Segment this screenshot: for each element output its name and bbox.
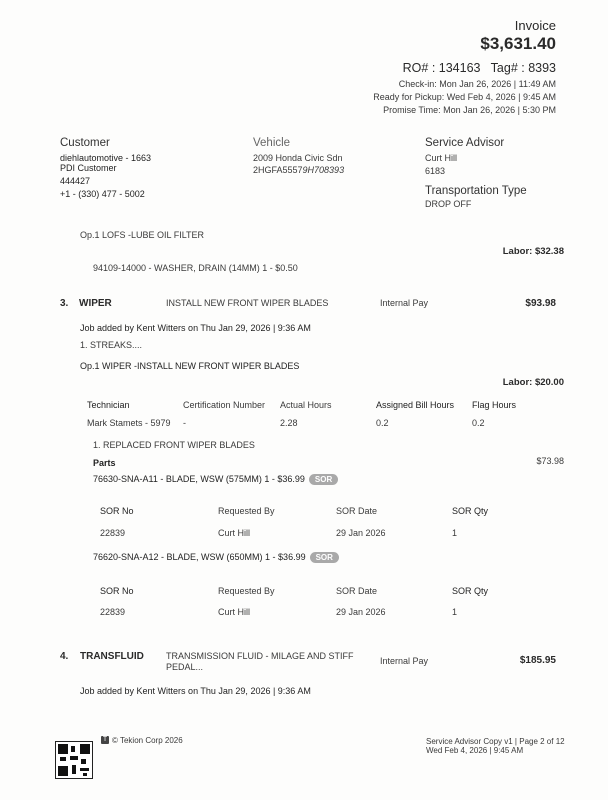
invoice-total: $3,631.40: [480, 34, 556, 53]
sor1-qty: 1: [452, 528, 458, 538]
part1-line: 76630-SNA-A11 - BLADE, WSW (575MM) 1 - $36.99 SOR: [93, 474, 338, 485]
job4-number: 4.: [60, 651, 69, 662]
vehicle-heading: Vehicle: [253, 137, 291, 149]
sor1-col-date: SOR Date: [336, 506, 378, 516]
sor2-qty: 1: [452, 607, 458, 617]
checkin-time: Check-in: Mon Jan 26, 2026 | 11:49 AM: [398, 79, 556, 89]
parts-total: $73.98: [536, 456, 564, 466]
sor2-col-requested: Requested By: [218, 586, 275, 596]
sor2-no: 22839: [100, 607, 126, 617]
customer-line2: PDI Customer: [60, 163, 117, 173]
job4-desc-line1: TRANSMISSION FLUID - MILAGE AND STIFF: [166, 651, 354, 661]
tech-actual: 2.28: [280, 418, 298, 428]
job3-correction: 1. REPLACED FRONT WIPER BLADES: [93, 440, 255, 450]
sor2-col-qty: SOR Qty: [452, 586, 489, 596]
doc-type: Invoice: [514, 18, 556, 33]
tech-assigned: 0.2: [376, 418, 389, 428]
op-lofs-labor: Labor: $32.38: [502, 246, 564, 257]
sor1-no: 22839: [100, 528, 126, 538]
sor2-col-no: SOR No: [100, 586, 134, 596]
customer-line1: diehlautomotive - 1663: [60, 153, 152, 163]
customer-heading: Customer: [60, 137, 110, 149]
vehicle-vin: 2HGFA55579H708393: [253, 165, 345, 175]
advisor-name: Curt Hill: [425, 153, 458, 163]
sor2-date: 29 Jan 2026: [336, 607, 386, 617]
sor-badge: SOR: [310, 552, 339, 563]
part2-line: 76620-SNA-A12 - BLADE, WSW (650MM) 1 - $36.99 SOR: [93, 552, 339, 563]
customer-line3: 444427: [60, 176, 91, 186]
sor1-col-requested: Requested By: [218, 506, 275, 516]
advisor-heading: Service Advisor: [425, 137, 505, 149]
sor1-requested: Curt Hill: [218, 528, 251, 538]
footer-copy-info: Service Advisor Copy v1 | Page 2 of 12: [426, 737, 565, 746]
job3-amount: $93.98: [525, 298, 556, 309]
qr-code: [55, 741, 93, 779]
sor1-date: 29 Jan 2026: [336, 528, 386, 538]
job3-code: WIPER: [79, 298, 112, 309]
job3-number: 3.: [60, 298, 69, 309]
sor-badge: SOR: [309, 474, 338, 485]
job4-desc-line2: PEDAL...: [166, 662, 204, 672]
advisor-id: 6183: [425, 166, 446, 176]
job3-concern: 1. STREAKS....: [80, 340, 143, 350]
ready-time: Ready for Pickup: Wed Feb 4, 2026 | 9:45 AM: [373, 92, 556, 102]
sor2-requested: Curt Hill: [218, 607, 251, 617]
job3-labor: Labor: $20.00: [502, 377, 564, 388]
tech-flag: 0.2: [472, 418, 485, 428]
tech-col-flag: Flag Hours: [472, 400, 517, 410]
job3-pay-type: Internal Pay: [380, 298, 429, 308]
tech-cert: -: [183, 418, 186, 428]
sor1-col-qty: SOR Qty: [452, 506, 489, 516]
transport-type: DROP OFF: [425, 199, 472, 209]
job4-pay-type: Internal Pay: [380, 656, 429, 666]
footer-date: Wed Feb 4, 2026 | 9:45 AM: [426, 746, 524, 755]
tech-col-assigned: Assigned Bill Hours: [376, 400, 455, 410]
op-lofs-title: Op.1 LOFS -LUBE OIL FILTER: [80, 230, 205, 240]
vehicle-model: 2009 Honda Civic Sdn: [253, 153, 343, 163]
tech-col-technician: Technician: [87, 400, 130, 410]
sor2-col-date: SOR Date: [336, 586, 378, 596]
transport-heading: Transportation Type: [425, 185, 527, 197]
job4-code: TRANSFLUID: [80, 651, 144, 662]
tech-technician: Mark Stamets - 5979: [87, 418, 171, 428]
customer-phone: +1 - (330) 477 - 5002: [60, 189, 145, 199]
job3-desc: INSTALL NEW FRONT WIPER BLADES: [166, 298, 329, 308]
tech-col-actual: Actual Hours: [280, 400, 332, 410]
op-lofs-part: 94109-14000 - WASHER, DRAIN (14MM) 1 - $0.50: [93, 263, 298, 273]
promise-time: Promise Time: Mon Jan 26, 2026 | 5:30 PM: [383, 105, 556, 115]
job4-added-by: Job added by Kent Witters on Thu Jan 29, 2026 | 9:36 AM: [80, 686, 311, 696]
job3-op-title: Op.1 WIPER -INSTALL NEW FRONT WIPER BLADES: [80, 361, 300, 371]
sor1-col-no: SOR No: [100, 506, 134, 516]
ro-tag: RO# : 134163 Tag# : 8393: [402, 61, 556, 75]
footer-copyright: © Tekion Corp 2026: [112, 736, 183, 745]
tech-col-cert: Certification Number: [183, 400, 266, 410]
job4-amount: $185.95: [519, 655, 556, 666]
job3-added-by: Job added by Kent Witters on Thu Jan 29, 2026 | 9:36 AM: [80, 323, 311, 333]
tekion-logo-icon: T: [102, 736, 108, 743]
parts-label: Parts: [93, 458, 116, 468]
